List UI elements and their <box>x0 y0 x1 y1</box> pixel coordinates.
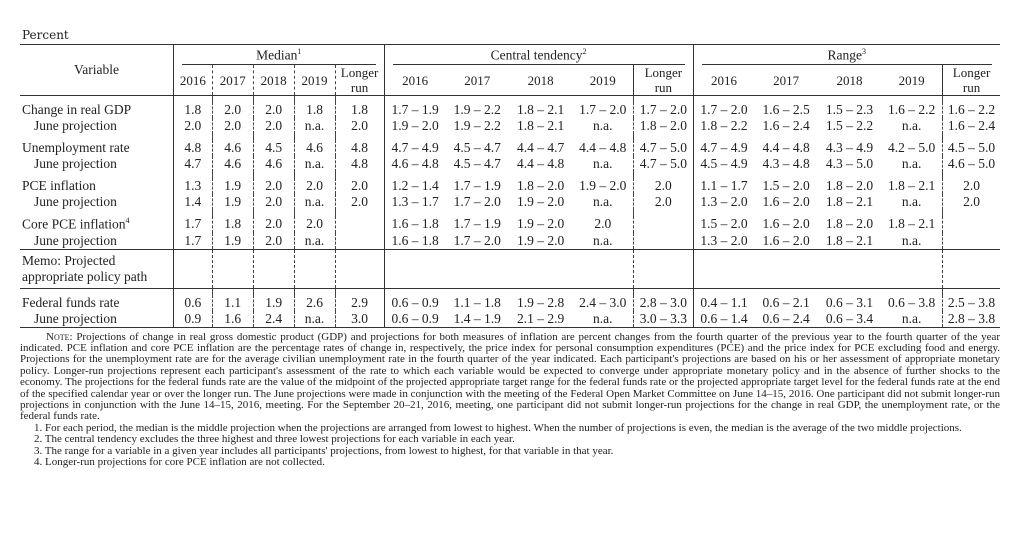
range-cell: 2.0 <box>963 194 980 209</box>
range-cell: 1.6 – 2.0 <box>762 216 810 232</box>
central-cell: 4.7 – 4.9 <box>391 140 439 155</box>
note-text: Projections of change in real gross domestic product (GDP) and projections for both measures of inflation are percent changes from the fourth quarter of the previous year to the fourth quarter of the year indicated. PCE inflation and core PCE inflation are the percentage rates of change in, respectively, the price index for personal consumption expenditures (PCE) and the price index for PCE excluding food and energy. Projections for the unemployment rate are for the average civilian unemployment rate in the fourth quarter of the year indicated. Each participant's projections are based on his or her assessment of appropriate monetary policy. Longer-run projections represent each participant's assessment of the rate to which each variable would be expected to converge under appropriate monetary policy and in the absence of further shocks to the economy. The projections for the federal funds rate are the value of the midpoint of the projected appropriate target range for the federal funds rate or the projected appropriate target level for the federal funds rate at the end of the specified calendar year or over the longer run. The June projections were made in conjunction with the meeting of the Federal Open Market Committee on June 14–15, 2016. One participant did not submit longer-run projections in conjunction with the June 14–15, 2016, meeting. For the September 20–21, 2016, meeting, one participant did not submit longer-run projections for the change in real GDP, the unemployment rate, or the federal funds rate. <box>20 330 1000 423</box>
central-cell: 1.9 – 2.0 <box>517 194 565 209</box>
median-cell: 2.0 <box>253 102 294 118</box>
median-cell: 4.8 <box>173 140 212 156</box>
range-cell <box>943 216 1000 233</box>
range-cell: 4.3 – 5.0 <box>825 156 874 171</box>
central-cell: 2.0 <box>634 178 693 194</box>
median-cell: 4.8 <box>335 156 384 172</box>
central-cell: 2.4 – 3.0 <box>572 295 633 311</box>
range-cell: 0.4 – 1.1 <box>700 294 748 310</box>
range-cell: n.a. <box>881 118 942 134</box>
variable-row <box>20 178 1000 194</box>
range-cell: 4.3 – 4.8 <box>762 156 810 171</box>
median-year-header: 2017 <box>212 65 253 96</box>
central-cell: 1.8 – 2.1 <box>517 102 565 117</box>
range-cell: 4.7 – 4.9 <box>700 140 748 155</box>
median-cell: 2.0 <box>335 178 384 194</box>
row-label: Core PCE inflation$^4$ <box>20 216 173 233</box>
median-cell: 1.9 <box>212 178 253 194</box>
median-cell: 1.9 <box>212 194 253 210</box>
central-cell: n.a. <box>572 118 633 134</box>
central-cell: 1.9 – 2.2 <box>453 118 501 133</box>
median-cell: 4.6 <box>253 156 294 172</box>
range-cell: 1.8 – 2.1 <box>881 216 942 233</box>
range-cell: 1.6 – 2.5 <box>762 102 810 117</box>
central-cell: 1.8 – 2.1 <box>517 118 565 133</box>
row-label: Federal funds rate <box>20 295 173 311</box>
row-label: Change in real GDP <box>20 102 173 118</box>
median-year-header: 2018 <box>253 65 294 96</box>
footnote: 4. Longer-run projections for core PCE inflation are not collected. <box>34 455 325 468</box>
central-cell: 2.1 – 2.9 <box>517 310 565 326</box>
range-cell: 1.5 – 2.0 <box>762 178 810 193</box>
central-cell: 1.9 – 2.0 <box>517 216 565 232</box>
row-label: June projection <box>20 311 173 328</box>
central-cell: 1.1 – 1.8 <box>453 294 501 310</box>
range-cell: 4.6 – 5.0 <box>947 156 996 171</box>
median-cell: 1.6 <box>212 311 253 328</box>
median-cell: 2.0 <box>253 194 294 210</box>
range-cell: 1.5 – 2.3 <box>825 102 874 117</box>
median-cell: 1.7 <box>173 233 212 250</box>
central-cell: 4.4 – 4.7 <box>517 140 565 155</box>
median-cell: n.a. <box>294 233 335 250</box>
range-cell: 1.6 – 2.4 <box>947 118 996 133</box>
range-cell: 1.3 – 2.0 <box>700 194 748 209</box>
central-cell <box>634 233 693 250</box>
range-cell: 4.5 – 4.9 <box>700 156 748 171</box>
median-cell: 2.4 <box>253 311 294 328</box>
median-cell: 2.0 <box>212 102 253 118</box>
row-label: PCE inflation <box>20 178 173 194</box>
range-year-header: 2018 <box>836 72 863 88</box>
range-cell: n.a. <box>881 156 942 172</box>
footnote: 3. The range for a variable in a given year includes all participants' projections, from lowest to highest, for that variable in that year. <box>34 444 614 457</box>
range-cell: 1.5 – 2.0 <box>700 216 748 232</box>
row-label: Unemployment rate <box>20 140 173 156</box>
median-cell: 2.0 <box>335 118 384 134</box>
projections-document <box>20 28 1000 468</box>
central-cell: 1.7 – 1.9 <box>453 216 501 232</box>
range-cell: 0.6 – 3.4 <box>825 310 874 326</box>
central-cell: n.a. <box>572 194 633 210</box>
range-cell: 1.6 – 2.0 <box>762 194 810 209</box>
median-cell: 2.0 <box>294 216 335 233</box>
central-cell: 1.8 – 2.0 <box>634 118 693 134</box>
central-cell <box>634 216 693 233</box>
central-cell: 1.7 – 2.0 <box>572 102 633 118</box>
variable-header: Variable <box>20 45 173 96</box>
row-label: June projection <box>20 233 173 250</box>
median-longer-run-header: Longer run <box>335 65 384 96</box>
central-cell: 1.4 – 1.9 <box>453 310 501 326</box>
central-cell: 3.0 – 3.3 <box>634 311 693 328</box>
range-cell: 1.7 – 2.0 <box>700 102 748 117</box>
range-cell: n.a. <box>881 311 942 328</box>
median-cell: 2.0 <box>335 194 384 210</box>
central-year-header: 2019 <box>589 72 616 88</box>
row-label: June projection <box>20 156 173 172</box>
range-cell: 2.0 <box>963 178 980 193</box>
central-cell: 4.7 – 5.0 <box>634 140 693 156</box>
range-cell: 1.5 – 2.2 <box>825 118 874 133</box>
memo-row <box>20 249 1000 288</box>
median-cell: 0.9 <box>173 311 212 328</box>
variable-row <box>20 216 1000 233</box>
range-year-header: 2016 <box>710 72 737 88</box>
june-projection-row <box>20 156 1000 172</box>
central-cell: 4.4 – 4.8 <box>572 140 633 156</box>
median-cell: 2.0 <box>173 118 212 134</box>
range-cell: 4.2 – 5.0 <box>881 140 942 156</box>
median-cell: 2.0 <box>212 118 253 134</box>
range-longer-run-header: Longer run <box>943 65 1000 96</box>
range-year-header: 2017 <box>773 72 800 88</box>
footnotes <box>20 423 1000 469</box>
median-cell: 1.9 <box>212 233 253 250</box>
central-cell: 1.6 – 1.8 <box>391 216 439 232</box>
range-cell: 4.3 – 4.9 <box>825 140 874 155</box>
range-cell: 2.5 – 3.8 <box>947 294 996 310</box>
row-label: June projection <box>20 118 173 134</box>
median-cell: 4.8 <box>335 140 384 156</box>
central-cell: 1.2 – 1.4 <box>391 178 439 193</box>
central-cell: n.a. <box>572 156 633 172</box>
footnote: 1. For each period, the median is the middle projection when the projections are arranged from lowest to highest. When the number of projections is even, the median is the average of the two middle projections. <box>34 421 962 434</box>
range-group-header: Range$^3$ <box>693 45 1000 66</box>
central-cell: 1.7 – 2.0 <box>446 233 509 250</box>
central-longer-run-header: Longer run <box>634 65 693 96</box>
central-cell: 4.5 – 4.7 <box>453 140 501 155</box>
median-cell: 4.5 <box>253 140 294 156</box>
median-cell <box>335 233 384 250</box>
june-projection-row <box>20 233 1000 250</box>
median-cell: 3.0 <box>335 311 384 328</box>
variable-row <box>20 295 1000 311</box>
median-cell: 2.9 <box>335 295 384 311</box>
range-year-header: 2019 <box>898 72 925 88</box>
central-cell: 4.6 – 4.8 <box>391 156 439 171</box>
median-cell: 4.6 <box>212 140 253 156</box>
central-cell: 1.9 – 2.0 <box>509 233 572 250</box>
range-cell: 1.8 – 2.0 <box>825 178 874 193</box>
median-cell: 2.0 <box>253 118 294 134</box>
projections-table <box>20 44 1000 328</box>
row-label: June projection <box>20 194 173 210</box>
range-cell: 1.8 – 2.1 <box>825 194 874 209</box>
median-cell: 4.6 <box>212 156 253 172</box>
range-cell: 0.6 – 2.1 <box>762 294 810 310</box>
median-cell: 2.0 <box>253 216 294 233</box>
central-cell: 2.8 – 3.0 <box>634 295 693 311</box>
median-cell: 1.8 <box>173 102 212 118</box>
central-tendency-group-header: Central tendency$^2$ <box>384 45 693 66</box>
june-projection-row <box>20 118 1000 134</box>
range-cell: 1.8 – 2.0 <box>825 216 874 232</box>
median-cell: n.a. <box>294 118 335 134</box>
range-cell: 4.5 – 5.0 <box>947 140 996 155</box>
median-cell: n.a. <box>294 156 335 172</box>
median-year-header: 2019 <box>294 65 335 96</box>
range-cell: 0.6 – 3.1 <box>825 294 874 310</box>
range-cell <box>943 233 1000 250</box>
range-cell: 4.4 – 4.8 <box>762 140 810 155</box>
note-paragraph <box>20 332 1000 423</box>
central-cell: n.a. <box>572 311 633 328</box>
median-cell: 1.8 <box>335 102 384 118</box>
central-cell: 1.7 – 1.9 <box>453 178 501 193</box>
central-cell: 1.9 – 2.0 <box>572 178 633 194</box>
central-cell: 4.5 – 4.7 <box>453 156 501 171</box>
range-cell: 0.6 – 2.4 <box>762 310 810 326</box>
range-cell: 2.8 – 3.8 <box>947 310 996 326</box>
median-cell: 2.0 <box>253 178 294 194</box>
median-cell: n.a. <box>294 194 335 210</box>
range-cell: 0.6 – 1.4 <box>700 310 748 326</box>
median-cell: 1.4 <box>173 194 212 210</box>
footnote: 2. The central tendency excludes the three highest and three lowest projections for each variable in each year. <box>34 433 515 446</box>
median-cell: 2.6 <box>294 295 335 311</box>
unit-label: Percent <box>22 28 69 42</box>
variable-row <box>20 140 1000 156</box>
central-cell: 1.9 – 2.0 <box>391 118 439 133</box>
central-cell: 1.3 – 1.7 <box>391 194 439 209</box>
central-cell: 0.6 – 0.9 <box>391 310 439 326</box>
range-cell: 1.6 – 2.2 <box>947 102 996 117</box>
notes-section <box>20 332 1000 469</box>
june-projection-row <box>20 311 1000 328</box>
june-projection-row <box>20 194 1000 210</box>
range-cell: 1.8 – 2.1 <box>881 178 942 194</box>
table-body <box>20 96 1000 328</box>
range-cell: 1.1 – 1.7 <box>700 178 748 193</box>
range-cell: 1.8 – 2.2 <box>700 118 748 133</box>
range-cell: 1.6 – 2.0 <box>754 233 817 250</box>
central-cell: 1.6 – 1.8 <box>384 233 445 250</box>
median-cell: 2.0 <box>294 178 335 194</box>
median-cell: 4.6 <box>294 140 335 156</box>
range-cell: 1.6 – 2.2 <box>881 102 942 118</box>
median-year-header: 2016 <box>173 65 212 96</box>
central-cell: 1.8 – 2.0 <box>517 178 565 193</box>
memo-label: Memo: Projected appropriate policy path <box>20 249 173 288</box>
median-cell <box>335 216 384 233</box>
central-cell: 1.7 – 2.0 <box>453 194 501 209</box>
median-cell: 1.7 <box>173 216 212 233</box>
central-cell: 0.6 – 0.9 <box>391 294 439 310</box>
central-cell: n.a. <box>572 233 633 250</box>
range-cell: n.a. <box>881 233 942 250</box>
central-year-header: 2016 <box>402 72 429 88</box>
range-cell: 0.6 – 3.8 <box>881 295 942 311</box>
median-group-header: Median$^1$ <box>173 45 384 66</box>
median-cell: 1.3 <box>173 178 212 194</box>
central-cell: 2.0 <box>572 216 633 233</box>
median-cell: 1.8 <box>294 102 335 118</box>
median-cell: 4.7 <box>173 156 212 172</box>
median-cell: 1.9 <box>253 295 294 311</box>
variable-row <box>20 102 1000 118</box>
central-cell: 4.4 – 4.8 <box>517 156 565 171</box>
header-row-groups <box>20 45 1000 66</box>
median-cell: 1.8 <box>212 216 253 233</box>
range-cell: n.a. <box>881 194 942 210</box>
central-year-header: 2018 <box>527 72 554 88</box>
range-cell: 1.6 – 2.4 <box>762 118 810 133</box>
central-cell: 1.7 – 1.9 <box>391 102 439 117</box>
median-cell: 2.0 <box>253 233 294 250</box>
median-cell: n.a. <box>294 311 335 328</box>
central-cell: 4.7 – 5.0 <box>634 156 693 172</box>
central-cell: 2.0 <box>634 194 693 210</box>
range-cell: 1.8 – 2.1 <box>818 233 881 250</box>
central-year-header: 2017 <box>464 72 491 88</box>
median-cell: 1.1 <box>212 295 253 311</box>
note-label: Note: <box>46 330 73 343</box>
median-cell: 0.6 <box>173 295 212 311</box>
central-cell: 1.7 – 2.0 <box>634 102 693 118</box>
central-cell: 1.9 – 2.8 <box>517 294 565 310</box>
range-cell: 1.3 – 2.0 <box>693 233 754 250</box>
central-cell: 1.9 – 2.2 <box>453 102 501 117</box>
